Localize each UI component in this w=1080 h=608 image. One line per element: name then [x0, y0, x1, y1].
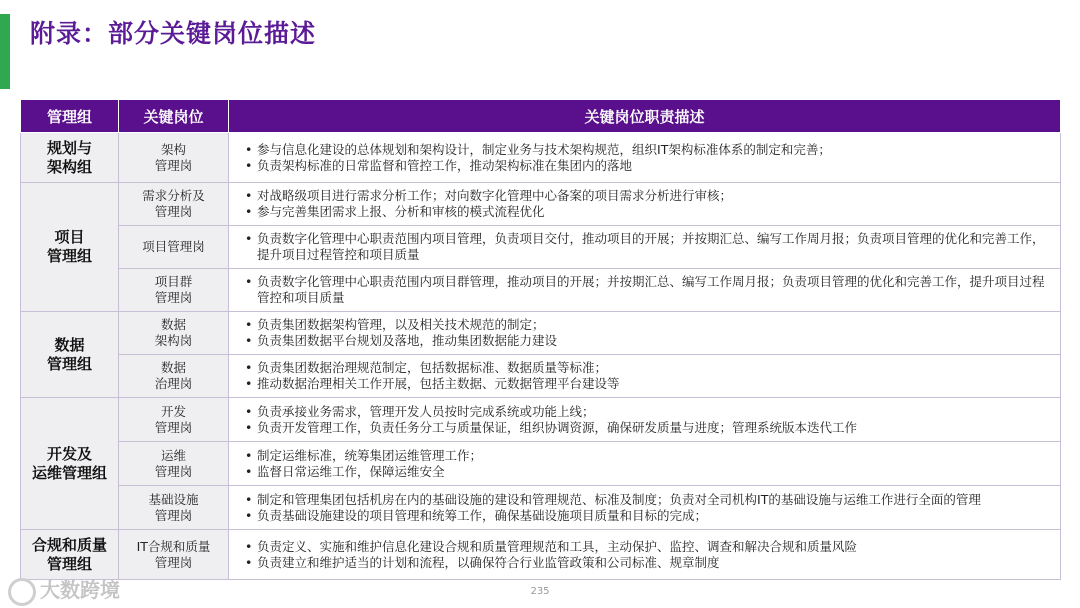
- role-name-cell: 项目管理岗: [119, 226, 229, 269]
- duty-item: • 负责集团数据治理规范制定，包括数据标准、数据质量等标准；: [257, 360, 1054, 376]
- role-name-cell: 需求分析及 管理岗: [119, 183, 229, 226]
- role-name-cell: 开发 管理岗: [119, 398, 229, 442]
- table-row: [21, 530, 1061, 580]
- group-name-cell: 规划与 架构组: [21, 133, 119, 183]
- duties-list: [243, 360, 1054, 392]
- role-name-cell: 架构 管理岗: [119, 133, 229, 183]
- header-group: 管理组: [21, 100, 119, 133]
- duties-cell: [229, 530, 1061, 580]
- table-row: [21, 442, 1061, 486]
- role-name-cell: 数据 架构岗: [119, 312, 229, 355]
- duties-list: [243, 274, 1054, 306]
- group-name-cell: 开发及 运维管理组: [21, 398, 119, 530]
- duties-cell: [229, 226, 1061, 269]
- duty-item: • 负责建立和维护适当的计划和流程，以确保符合行业监管政策和公司标准、规章制度: [257, 555, 1054, 571]
- duties-list: [243, 404, 1054, 436]
- duties-list: [243, 231, 1054, 263]
- duty-item: • 推动数据治理相关工作开展，包括主数据、元数据管理平台建设等: [257, 376, 1054, 392]
- group-name-cell: 数据 管理组: [21, 312, 119, 398]
- duties-cell: [229, 269, 1061, 312]
- duties-list: [243, 317, 1054, 349]
- duties-list: [243, 492, 1054, 524]
- duty-item: • 对战略级项目进行需求分析工作；对向数字化管理中心备案的项目需求分析进行审核；: [257, 188, 1054, 204]
- duty-item: • 监督日常运维工作，保障运维安全: [257, 464, 1054, 480]
- role-name-cell: 项目群 管理岗: [119, 269, 229, 312]
- group-name-cell: 合规和质量 管理组: [21, 530, 119, 580]
- page-number: 235: [530, 586, 550, 597]
- table-row: [21, 183, 1061, 226]
- duty-item: • 负责定义、实施和维护信息化建设合规和质量管理规范和工具，主动保护、监控、调查和解决合规和质量风险: [257, 539, 1054, 555]
- table-row: [21, 226, 1061, 269]
- header-role: 关键岗位: [119, 100, 229, 133]
- duties-cell: [229, 183, 1061, 226]
- duty-item: • 参与信息化建设的总体规划和架构设计，制定业务与技术架构规范，组织IT架构标准体系的制定和完善；: [257, 142, 1054, 158]
- duty-item: • 负责基础设施建设的项目管理和统筹工作，确保基础设施项目质量和目标的完成；: [257, 508, 1054, 524]
- header-duties: 关键岗位职责描述: [229, 100, 1061, 133]
- role-name-cell: 数据 治理岗: [119, 355, 229, 398]
- table-row: [21, 398, 1061, 442]
- duties-cell: [229, 398, 1061, 442]
- duties-list: [243, 142, 1054, 174]
- duty-item: • 负责集团数据平台规划及落地，推动集团数据能力建设: [257, 333, 1054, 349]
- duties-table: [20, 99, 1061, 580]
- duty-item: • 负责架构标准的日常监督和管控工作，推动架构标准在集团内的落地: [257, 158, 1054, 174]
- duty-item: • 负责开发管理工作，负责任务分工与质量保证，组织协调资源，确保研发质量与进度；管理系统版本迭代工作: [257, 420, 1054, 436]
- watermark: 大数跨境: [8, 574, 120, 606]
- duties-list: [243, 539, 1054, 571]
- duties-cell: [229, 312, 1061, 355]
- table-row: [21, 133, 1061, 183]
- role-name-cell: IT合规和质量 管理岗: [119, 530, 229, 580]
- duties-cell: [229, 133, 1061, 183]
- duties-list: [243, 448, 1054, 480]
- role-name-cell: 运维 管理岗: [119, 442, 229, 486]
- duty-item: • 参与完善集团需求上报、分析和审核的模式流程优化: [257, 204, 1054, 220]
- duties-list: [243, 188, 1054, 220]
- table-row: [21, 269, 1061, 312]
- title-accent-bar: [0, 14, 10, 89]
- duties-cell: [229, 486, 1061, 530]
- duties-cell: [229, 355, 1061, 398]
- group-name-cell: 项目 管理组: [21, 183, 119, 312]
- duties-cell: [229, 442, 1061, 486]
- page-title: 附录：部分关键岗位描述: [30, 19, 317, 48]
- role-name-cell: 基础设施 管理岗: [119, 486, 229, 530]
- duty-item: • 制定运维标准，统筹集团运维管理工作；: [257, 448, 1054, 464]
- table-row: [21, 312, 1061, 355]
- table-header-row: [21, 100, 1061, 133]
- duty-item: • 制定和管理集团包括机房在内的基础设施的建设和管理规范、标准及制度；负责对全司机构IT的基础设施与运维工作进行全面的管理: [257, 492, 1054, 508]
- duty-item: • 负责数字化管理中心职责范围内项目管理，负责项目交付，推动项目的开展；并按期汇总、编写工作周月报；负责项目管理的优化和完善工作，提升项目过程管控和项目质量: [257, 231, 1054, 263]
- table-row: [21, 355, 1061, 398]
- table-row: [21, 486, 1061, 530]
- duty-item: • 负责承接业务需求，管理开发人员按时完成系统或功能上线；: [257, 404, 1054, 420]
- duty-item: • 负责数字化管理中心职责范围内项目群管理，推动项目的开展；并按期汇总、编写工作周月报；负责项目管理的优化和完善工作，提升项目过程管控和项目质量: [257, 274, 1054, 306]
- duty-item: • 负责集团数据架构管理，以及相关技术规范的制定；: [257, 317, 1054, 333]
